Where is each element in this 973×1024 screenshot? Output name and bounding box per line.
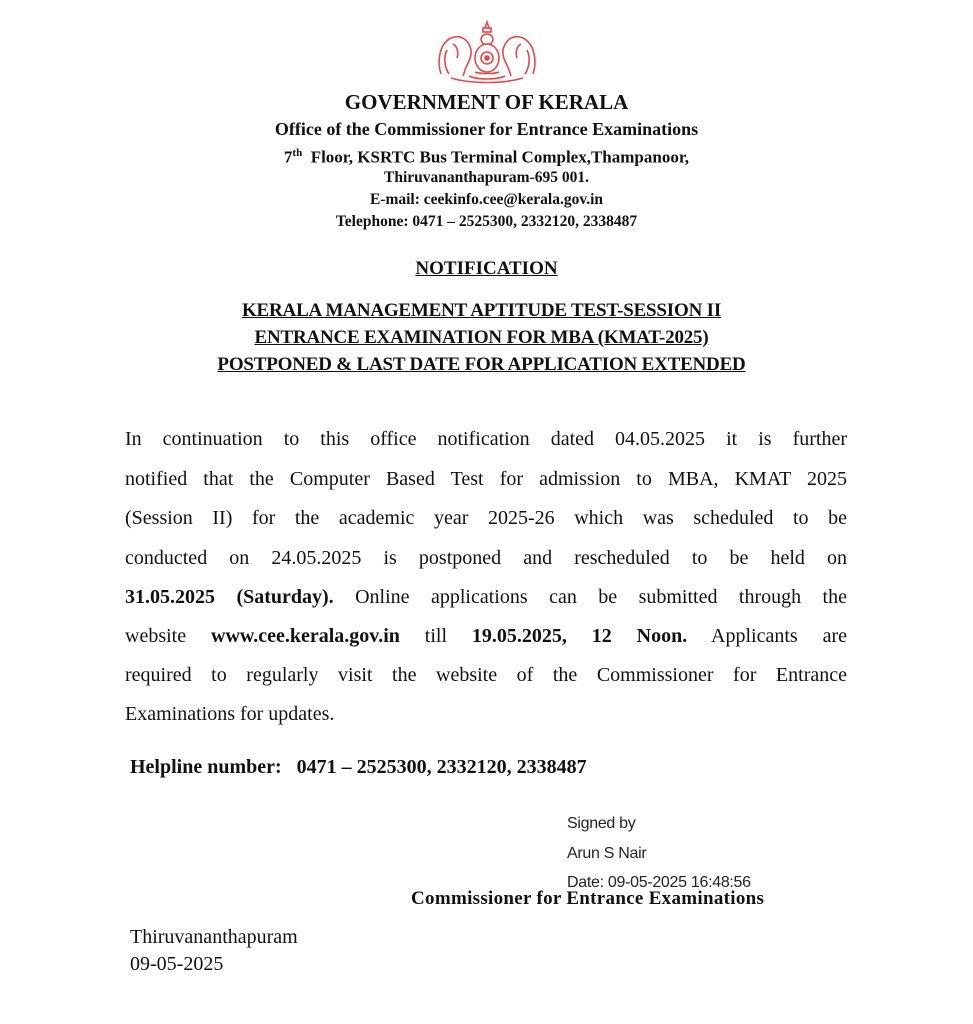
- body-text-line: [125, 625, 847, 648]
- signature-date: Date: 09-05-2025 16:48:56: [567, 874, 751, 891]
- body-text-line: required to regularly visit the website of the Commissioner for Entrance: [125, 664, 847, 686]
- kerala-state-emblem-icon: [431, 14, 543, 86]
- notification-label: NOTIFICATION: [415, 258, 558, 279]
- office-name: Office of the Commissioner for Entrance Examinations: [274, 119, 699, 139]
- body-text: Applicants are: [687, 625, 847, 647]
- address-line: Floor, KSRTC Bus Terminal Complex,Thampanoor,: [310, 147, 690, 167]
- footer-place: Thiruvananthapuram: [130, 926, 298, 948]
- body-text-line: In continuation to this office notification dated 04.05.2025 it is further: [125, 428, 847, 450]
- notification-title-line: ENTRANCE EXAMINATION FOR MBA (KMAT-2025): [254, 327, 709, 348]
- body-text: website: [125, 625, 211, 647]
- notification-title-line: POSTPONED & LAST DATE FOR APPLICATION EXTENDED: [217, 354, 746, 375]
- signer-designation: Commissioner for Entrance Examinations: [411, 888, 765, 909]
- body-text-line: [125, 586, 847, 609]
- footer-date: 09-05-2025: [130, 953, 224, 975]
- application-deadline: 19.05.2025, 12 Noon.: [471, 625, 688, 647]
- body-text-line: conducted on 24.05.2025 is postponed and rescheduled to be held on: [125, 547, 847, 569]
- office-telephone: Telephone: 0471 – 2525300, 2332120, 2338487: [335, 213, 638, 230]
- office-email: E-mail: ceekinfo.cee@kerala.gov.in: [369, 191, 604, 208]
- signed-by-label: Signed by: [567, 815, 636, 832]
- floor-suffix: th: [292, 147, 303, 159]
- new-exam-date: 31.05.2025 (Saturday).: [125, 586, 334, 608]
- helpline-number: Helpline number: 0471 – 2525300, 2332120, 2338487: [130, 756, 587, 778]
- notification-title-line: KERALA MANAGEMENT APTITUDE TEST-SESSION II: [241, 300, 722, 321]
- body-text-line: (Session II) for the academic year 2025-26 which was scheduled to be: [125, 507, 847, 529]
- floor-number: 7: [283, 147, 293, 167]
- body-text: Online applications can be submitted through the: [333, 586, 847, 608]
- website-link[interactable]: www.cee.kerala.gov.in: [211, 625, 400, 647]
- signer-name: Arun S Nair: [567, 845, 647, 862]
- body-text: till: [399, 625, 472, 647]
- government-title: GOVERNMENT OF KERALA: [344, 90, 629, 114]
- office-address: [0, 147, 973, 168]
- body-text-line: Examinations for updates.: [125, 703, 335, 725]
- body-text-line: notified that the Computer Based Test for admission to MBA, KMAT 2025: [125, 468, 847, 490]
- office-city: Thiruvananthapuram-695 001.: [384, 169, 589, 186]
